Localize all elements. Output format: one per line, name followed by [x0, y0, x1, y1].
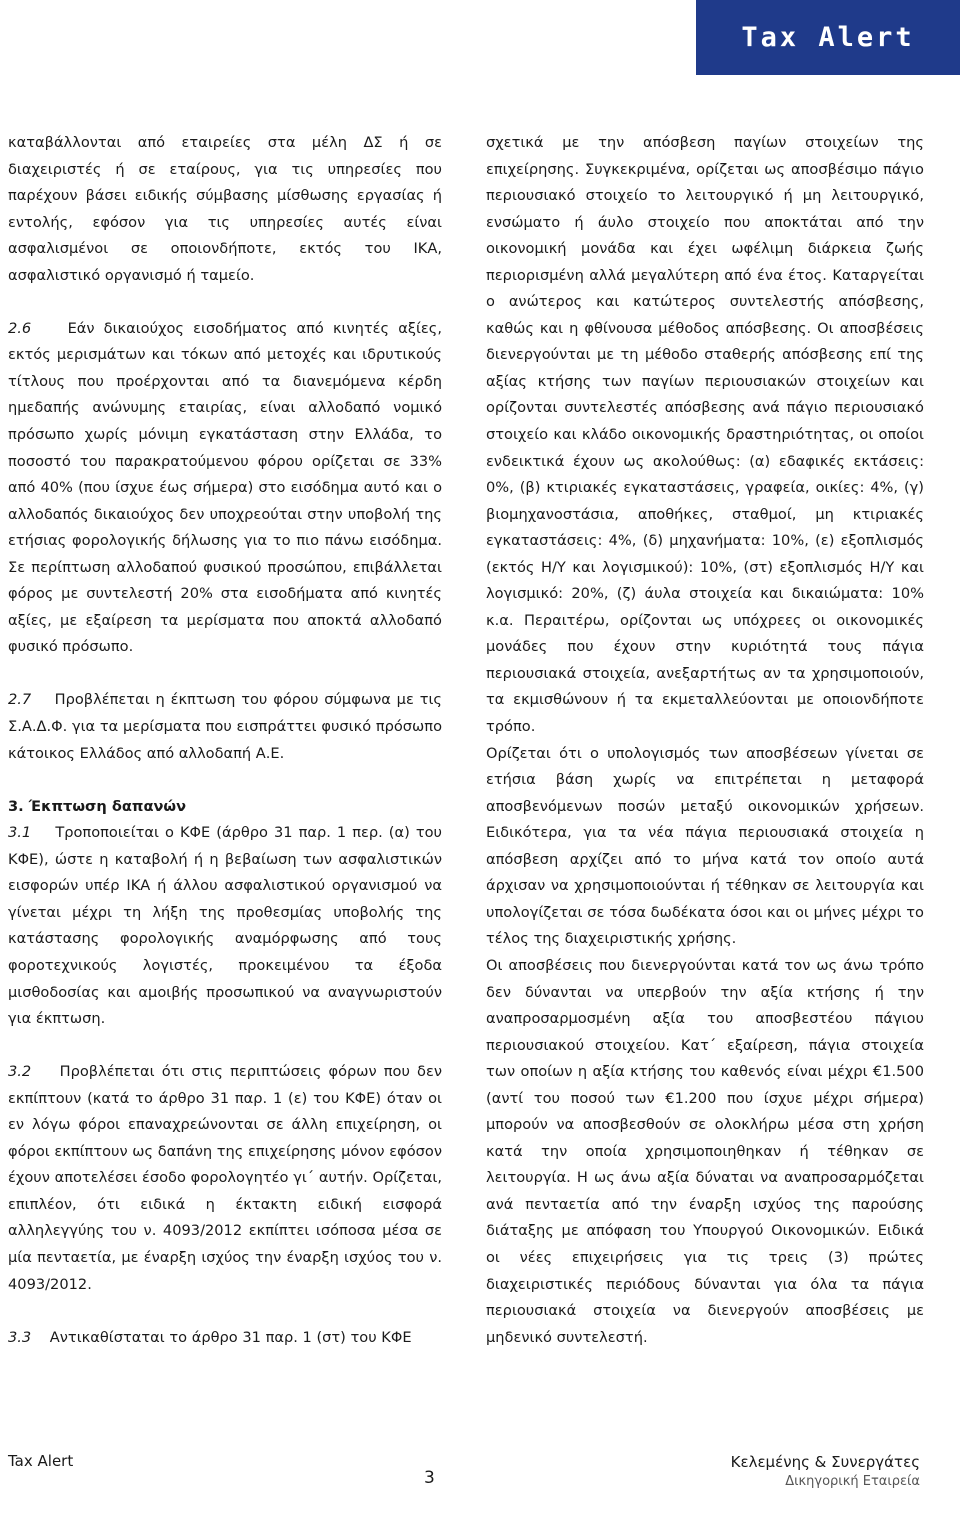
paragraph-depreciation: σχετικά με την απόσβεση παγίων στοιχείων της επιχείρησης. Συγκεκριμένα, ορίζεται ως αποσβέσιμο πάγιο περιουσιακό στοιχείο το λειτουργικό ή μη λειτουργικό, ενσώματο ή άυλο στοιχείο που αποκτάται από την οικονομική μονάδα και έχει ωφέλιμη διάρκεια ζωής περιορισμένη αλλά μεγαλύτερη από ένα έτος. Καταργείται ο ανώτερος και κατώτερος συντελεστής απόσβεσης, καθώς και η φθίνουσα μέθοδος απόσβεσης. Οι αποσβέσεις διενεργούνται με τη μέθοδο σταθερής απόσβεσης επί της αξίας κτήσης των παγίων περιουσιακών στοιχείων και ορίζονται συντελεστές απόσβεσης ανά πάγιο περιουσιακό στοιχείο και κλάδο οικονομικής δραστηριότητας, οι οποίοι ενδεικτικά έχουν ως ακολούθως: (α) εδαφικές εκτάσεις: 0%, (β) κτιριακές εγκαταστάσεις, γραφεία, οικίες: 4%, (γ) βιομηχανοστάσια, αποθήκες, σταθμοί, μη κτιριακές εγκαταστάσεις: 4%, (δ) μηχανήματα: 10%, (ε) εξοπλισμός (εκτός Η/Υ και λογισμικού): 10%, (στ) εξοπλισμός Η/Υ και λογισμικό: 20%, (ζ) άυλα στοιχεία και δικαιώματα: 10% κ.α. Περαιτέρω, ορίζονται ως υπόχρεες οι οικονομικές μονάδες που έχουν στην κυριότητά τους πάγια περιουσιακά στοιχεία, ανεξαρτήτως αν τα χρησιμοποιούν, τα εκμισθώνουν ή τα εκμεταλλεύονται με οποιονδήποτε τρόπο. [486, 134, 924, 736]
footer-title: Tax Alert [8, 1452, 74, 1470]
section-number: 2.6 [8, 319, 32, 337]
paragraph-calculation: Ορίζεται ότι ο υπολογισμός των αποσβέσεων γίνεται σε ετήσια βάση χωρίς να επιτρέπεται η μεταφορά αποσβενόμενων ποσών μεταξύ οικονομικών χρήσεων. Ειδικότερα, για τα νέα πάγια περιουσιακά στοιχεία η απόσβεση αρχίζει από το μήνα κατά τον οποίο αυτά άρχισαν να χρησιμοποιούνται ή τέθηκαν σε λειτουργία και υπολογίζεται σε τόσα δωδέκατα όσοι και οι μήνες μέχρι το τέλος της διαχειριστικής χρήσης. [486, 744, 924, 948]
paragraph-text: Προβλέπεται ότι στις περιπτώσεις φόρων που δεν εκπίπτουν (κατά το άρθρο 31 παρ. 1 (ε) του ΚΦΕ) όταν οι εν λόγω φόροι επαναχρεώνονται σε άλλη επιχείρηση, οι φόροι εκπίπτουν ως δαπάνη της επιχείρησης μόνον εφόσον έχουν αποτελέσει έσοδο φορολογητέο γι΄ αυτήν. Ορίζεται, επιπλέον, ότι ειδικά η έκτακτη ειδική εισφορά αλληλεγγύης του ν. 4093/2012 εκπίπτει ισόποσα μέσα σε μία πενταετία, με έναρξη ισχύος την έναρξη ισχύος του ν. 4093/2012. [8, 1063, 442, 1293]
page-number: 3 [424, 1468, 435, 1488]
section-number: 3.2 [8, 1063, 32, 1081]
paragraph-exception: Οι αποσβέσεις που διενεργούνται κατά τον ως άνω τρόπο δεν δύνανται να υπερβούν την αξία κτήσης ή την αναπροσαρμοσμένη αξία του αποσβεστέου πάγιου περιουσιακού στοιχείου. Κατ΄ εξαίρεση, πάγια στοιχεία των οποίων η αξία κτήσης του καθενός είναι μέχρι €1.500 (αντί του ποσού των €1.200 που ίσχυε μέχρι σήμερα) μπορούν να αποσβεσθούν σε ολοκλήρω μέσα στη χρήση κατά την οποία χρησιμοποιηθηκαν ή τέθηκαν σε λειτουργία. Η ως άνω αξία δύναται να αναπροσαρμόζεται ανά πενταετία από την έναρξη ισχύος της παρούσης διάταξης με απόφαση του Υπουργού Οικονομικών. Ειδικά οι νέες επιχειρήσεις για τις τρεις (3) πρώτες διαχειριστικές περιόδους δύνανται για όλα τα πάγια περιουσιακά στοιχεία να διενεργούν αποσβέσεις με μηδενικό συντελεστή. [486, 956, 924, 1346]
paragraph-2-6 [8, 316, 442, 661]
paragraph-text: Προβλέπεται η έκπτωση του φόρου σύμφωνα με τις Σ.Α.Δ.Φ. για τα μερίσματα που εισπράττει φυσικό πρόσωπο κάτοικος Ελλάδος από αλλοδαπή Α.Ε. [8, 691, 442, 762]
paragraph-intro: καταβάλλονται από εταιρείες στα μέλη ΔΣ ή σε διαχειριστές ή σε εταίρους, για τις υπηρεσίες που παρέχουν βάσει ειδικής σύμβασης μίσθωσης εργασίας ή εντολής, εφόσον για τις υπηρεσίες αυτές είναι ασφαλισμένοι σε οποιονδήποτε, εκτός του ΙΚΑ, ασφαλιστικό οργανισμό ή ταμείο. [8, 134, 442, 284]
paragraph-text: Εάν δικαιούχος εισοδήματος από κινητές αξίες, εκτός μερισμάτων και τόκων από μετοχές και ιδρυτικούς τίτλους που προέρχονται από τα διανεμόμενα κέρδη ημεδαπής ανώνυμης εταιρίας, είναι αλλοδαπό νομικό πρόσωπο χωρίς μόνιμη εγκατάσταση στην Ελλάδα, το ποσοστό του παρακρατούμενου φόρου ορίζεται σε 33% από 40% (που ίσχυε έως σήμερα) στο εισόδημα αυτό και ο αλλοδαπός δικαιούχος δεν υποχρεούται στην υποβολή της ετήσιας φορολογικής δήλωσης για το πιο πάνω εισόδημα. Σε περίπτωση αλλοδαπού φυσικού προσώπου, επιβάλλεται φόρος με συντελεστή 20% στα εισοδήματα από κινητές αξίες, με εξαίρεση τα μερίσματα που αποκτά αλλοδαπό φυσικό πρόσωπο. [8, 319, 442, 656]
paragraph-3-2 [8, 1059, 442, 1298]
section-number: 3.1 [8, 824, 32, 842]
section-number: 3.3 [8, 1328, 32, 1346]
section-heading-3: 3. Έκπτωση δαπανών [8, 797, 187, 815]
paragraph-3-1 [8, 820, 442, 1032]
firm-subtitle: Δικηγορική Εταιρεία [785, 1474, 920, 1489]
paragraph-3-3 [8, 1325, 442, 1352]
firm-name: Κελεμένης & Συνεργάτες [730, 1453, 920, 1471]
section-number: 2.7 [8, 691, 32, 709]
paragraph-text: Αντικαθίσταται το άρθρο 31 παρ. 1 (στ) του ΚΦΕ [49, 1328, 412, 1346]
footer-firm [731, 1452, 920, 1492]
tax-alert-badge: Tax Alert [696, 0, 960, 75]
paragraph-text: Τροποποιείται ο ΚΦΕ (άρθρο 31 παρ. 1 περ. (α) του ΚΦΕ), ώστε η καταβολή ή η βεβαίωση των ασφαλιστικών εισφορών υπέρ ΙΚΑ ή άλλου ασφαλιστικού οργανισμού να γίνεται μέχρι τη λήξη της προθεσμίας υποβολής της κατάστασης φορολογικής αναμόρφωσης από τους φοροτεχνικούς λογιστές, προκειμένου τα έξοδα μισθοδοσίας και αμοιβής προσωπικού να αναγνωριστούν για έκπτωση. [8, 824, 442, 1028]
paragraph-2-7 [8, 687, 442, 767]
right-column [486, 130, 924, 1351]
left-column [8, 130, 442, 1351]
